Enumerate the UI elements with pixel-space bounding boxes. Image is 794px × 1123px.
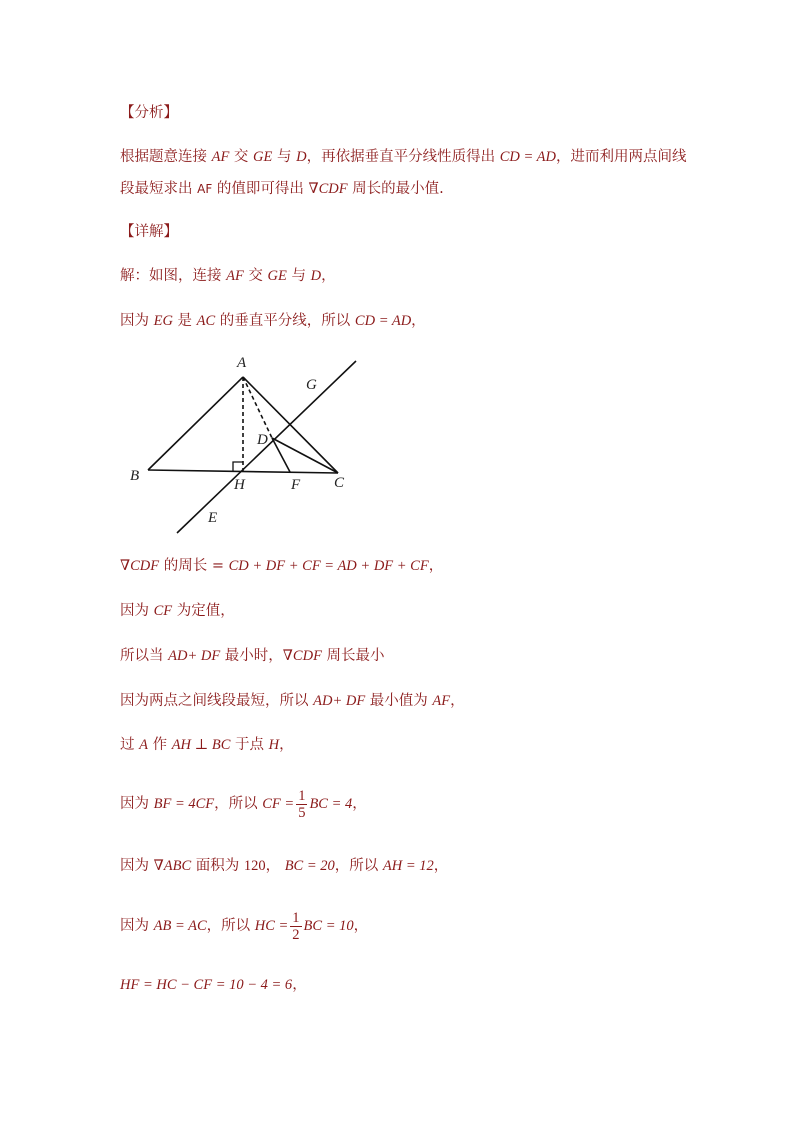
text: 因为 (120, 313, 154, 329)
text: 交 (229, 149, 254, 165)
text: 作 (147, 737, 172, 753)
text: 因为两点之间线段最短，所以 (120, 693, 314, 709)
math: GE (253, 149, 273, 165)
math: CD = AD (499, 149, 556, 165)
text: ， (279, 737, 294, 753)
text: ， (292, 977, 307, 993)
text: ，所以 (214, 796, 263, 812)
solution-line-10 (120, 908, 368, 944)
math: AD+ DF (313, 693, 366, 709)
math: H (268, 737, 280, 753)
text: 解：如图，连接 (120, 268, 227, 284)
label-d: D (257, 432, 268, 448)
text: 于点 (230, 737, 269, 753)
math: AF (432, 693, 451, 709)
number: 120 (243, 858, 266, 874)
label-h: H (234, 477, 245, 493)
label-b: B (130, 468, 140, 484)
solution-line-2 (120, 311, 426, 331)
math: ∇CDF (282, 648, 322, 664)
text: ， (321, 268, 336, 284)
text: 周长最小 (321, 648, 385, 664)
math: AF (211, 149, 230, 165)
math: CD = AD (354, 313, 412, 329)
fraction-denominator: 2 (292, 926, 300, 943)
text: ，所以 (334, 858, 383, 874)
math: CD + DF + CF = AD + DF + CF (228, 558, 429, 574)
text: 交 (243, 268, 268, 284)
text: 是 (172, 313, 197, 329)
solution-line-6 (120, 691, 465, 711)
fraction-numerator: 1 (292, 909, 300, 926)
math: GE (267, 268, 287, 284)
right-angle-mark (233, 462, 243, 471)
text: 所以当 (120, 648, 169, 664)
label-f: F (291, 477, 301, 493)
math: BF = 4CF (153, 796, 215, 812)
text: ， (433, 858, 449, 874)
math: D (296, 149, 307, 165)
text: 周长的最小值. (347, 181, 444, 197)
text: 段最短求出 (120, 181, 198, 197)
math: ∇CDF (308, 181, 348, 197)
solution-line-8 (120, 786, 367, 822)
solution-line-5 (120, 646, 385, 666)
text: 的垂直平分线，所以 (215, 313, 355, 329)
segment-ad (243, 377, 272, 438)
solution-line-4 (120, 601, 235, 621)
solution-line-7 (120, 735, 294, 755)
analysis-title: 【分析】 (120, 105, 178, 121)
segment-ab (148, 377, 243, 470)
math: BC = 20 (284, 858, 335, 874)
geometry-figure (120, 345, 370, 540)
text: ， (265, 858, 285, 874)
solution-line-3 (120, 556, 443, 576)
math: AF (226, 268, 244, 284)
text: ，再依据垂直平分线性质得出 (306, 149, 500, 165)
analysis-paragraph-line-2 (120, 179, 444, 199)
solution-line-9 (120, 856, 448, 876)
analysis-paragraph-line-1 (120, 147, 686, 167)
text: 过 (120, 737, 140, 753)
math: AB = AC (153, 918, 207, 934)
text: 因为 (120, 858, 154, 874)
fraction-numerator: 1 (298, 787, 306, 804)
math: HC = (254, 918, 289, 934)
text: 面积为 (191, 858, 244, 874)
text: 与 (272, 149, 297, 165)
label-g: G (306, 377, 317, 393)
text: ， (353, 918, 369, 934)
text: 的周长 = (159, 558, 229, 574)
label-a: A (237, 355, 247, 371)
text: 最小时， (220, 648, 283, 664)
solution-line-11 (120, 975, 307, 995)
text: ， (450, 693, 465, 709)
text: ，进而利用两点间线 (555, 149, 687, 165)
math: A (139, 737, 148, 753)
text: ，所以 (206, 918, 255, 934)
text: 与 (286, 268, 311, 284)
text: ， (428, 558, 444, 574)
math: HF = HC − CF = 10 − 4 = 6 (120, 977, 293, 993)
solution-line-1 (120, 266, 336, 286)
math: AH ⊥ BC (171, 737, 231, 753)
math: BC = 10 (303, 918, 354, 934)
text: ， (352, 796, 367, 812)
fraction-denominator: 5 (298, 804, 306, 821)
text: 因为 (120, 603, 154, 619)
math: ∇ABC (153, 858, 192, 874)
text: 根据题意连接 (120, 149, 212, 165)
math: ∇CDF (120, 558, 160, 574)
fraction-one-fifth (296, 788, 307, 821)
math: BC = 4 (309, 796, 353, 812)
label-e: E (208, 510, 218, 526)
math: D (310, 268, 322, 284)
text: 的值即可得出 (212, 181, 309, 197)
text: 因为 (120, 796, 154, 812)
math: CF (153, 603, 173, 619)
math: AC (196, 313, 216, 329)
detail-title: 【详解】 (120, 224, 178, 240)
math: EG (153, 313, 173, 329)
fraction-one-half (290, 910, 301, 943)
math: CF = (262, 796, 295, 812)
label-c: C (334, 475, 345, 491)
math: AD+ DF (168, 648, 221, 664)
text: 因为 (120, 918, 154, 934)
text: 为定值， (172, 603, 235, 619)
text: ， (411, 313, 426, 329)
text: AF (197, 182, 213, 196)
math: AH = 12 (382, 858, 434, 874)
text: 最小值为 (365, 693, 433, 709)
